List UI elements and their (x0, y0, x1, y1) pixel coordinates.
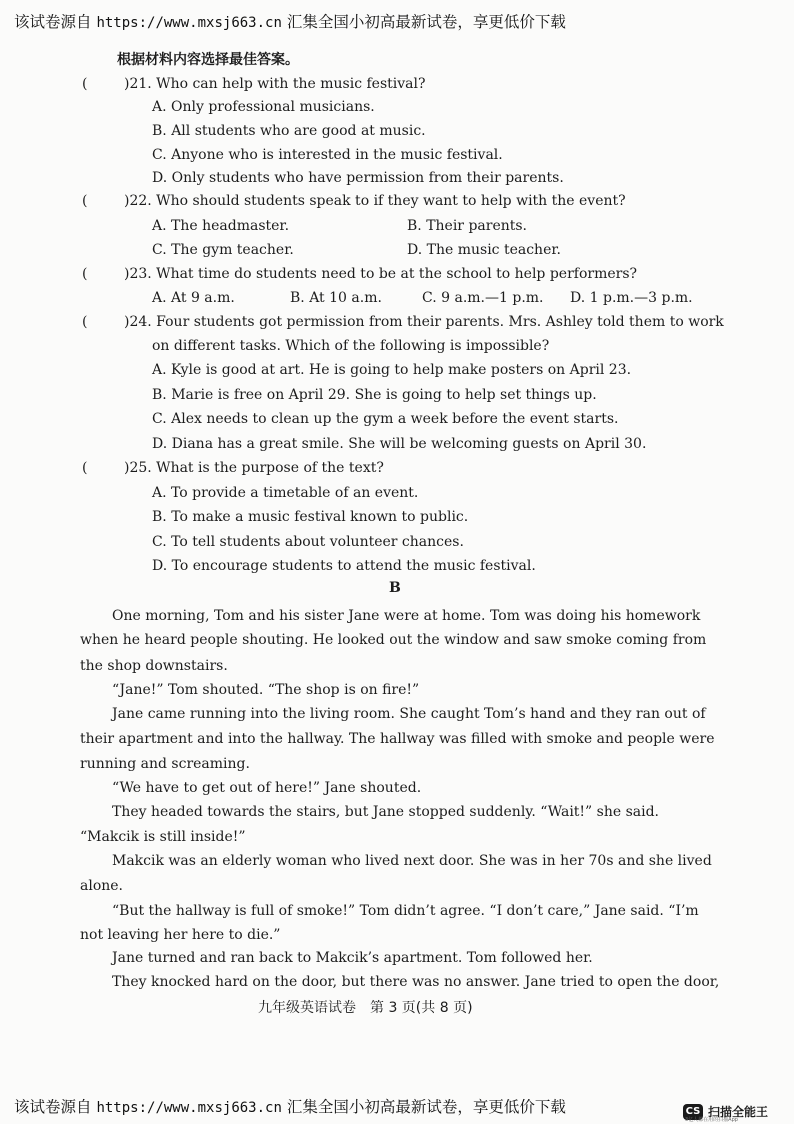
passage-line: “Jane!” Tom shouted. “The shop is on fire!” (112, 682, 420, 698)
scanner-tagline: 3亿人都在用的扫描App (685, 1117, 738, 1123)
section-heading: 根据材料内容选择最佳答案。 (117, 52, 299, 68)
option-d: D. The music teacher. (407, 242, 561, 258)
answer-paren: ( (82, 460, 88, 476)
source-banner-top (14, 10, 566, 32)
passage-line: running and screaming. (80, 756, 250, 772)
option-a: A. Kyle is good at art. He is going to help make posters on April 23. (152, 362, 632, 378)
passage-line: They knocked hard on the door, but there was no answer. Jane tried to open the door, (112, 974, 720, 990)
source-prefix: 该试卷源自 (14, 13, 92, 31)
option-c: C. Alex needs to clean up the gym a week before the event starts. (152, 411, 619, 427)
passage-line: Jane turned and ran back to Makcik’s apartment. Tom followed her. (112, 950, 593, 966)
question-stem: )23. What time do students need to be at the school to help performers? (124, 266, 638, 282)
option-c: C. The gym teacher. (152, 242, 294, 258)
passage-line: not leaving her here to die.” (80, 927, 281, 943)
passage-line: the shop downstairs. (80, 658, 228, 674)
question-stem-continued: on different tasks. Which of the following is impossible? (152, 338, 550, 354)
option-a: A. Only professional musicians. (152, 99, 375, 115)
option-b: B. Their parents. (407, 218, 528, 234)
source-url[interactable]: https://www.mxsj663.cn (96, 1100, 282, 1116)
option-c: C. 9 a.m.—1 p.m. (422, 290, 544, 306)
passage-line: their apartment and into the hallway. The hallway was filled with smoke and people were (80, 731, 715, 747)
scanner-name: 扫描全能王 (708, 1105, 769, 1119)
scanner-logo-icon: CS (683, 1104, 703, 1120)
option-a: A. At 9 a.m. (152, 290, 235, 306)
source-suffix: 汇集全国小初高最新试卷，享更低价下载 (286, 1098, 566, 1116)
passage-line: when he heard people shouting. He looked out the window and saw smoke coming from (80, 632, 707, 648)
passage-line: Makcik was an elderly woman who lived next door. She was in her 70s and she lived (112, 853, 712, 869)
passage-line: “We have to get out of here!” Jane shouted. (112, 780, 422, 796)
passage-line: “But the hallway is full of smoke!” Tom didn’t agree. “I don’t care,” Jane said. “I’m (112, 903, 699, 919)
passage-line: They headed towards the stairs, but Jane stopped suddenly. “Wait!” she said. (112, 804, 660, 820)
question-stem: )24. Four students got permission from their parents. Mrs. Ashley told them to work (124, 314, 724, 330)
option-d: D. To encourage students to attend the music festival. (152, 558, 536, 574)
option-d: D. Only students who have permission from their parents. (152, 170, 564, 186)
option-a: A. To provide a timetable of an event. (152, 485, 419, 501)
option-b: B. All students who are good at music. (152, 123, 426, 139)
source-suffix: 汇集全国小初高最新试卷，享更低价下载 (286, 13, 566, 31)
option-d: D. Diana has a great smile. She will be welcoming guests on April 30. (152, 436, 647, 452)
passage-line: Jane came running into the living room. She caught Tom’s hand and they ran out of (112, 706, 706, 722)
source-banner-bottom (14, 1095, 566, 1117)
question-stem: )25. What is the purpose of the text? (124, 460, 384, 476)
answer-paren: ( (82, 193, 88, 209)
answer-paren: ( (82, 266, 88, 282)
passage-line: One morning, Tom and his sister Jane were at home. Tom was doing his homework (112, 608, 701, 624)
question-stem: )22. Who should students speak to if they want to help with the event? (124, 193, 626, 209)
passage-line: alone. (80, 878, 124, 894)
option-c: C. To tell students about volunteer chances. (152, 534, 464, 550)
option-b: B. At 10 a.m. (290, 290, 382, 306)
option-c: C. Anyone who is interested in the music festival. (152, 147, 503, 163)
option-b: B. To make a music festival known to public. (152, 509, 469, 525)
source-url[interactable]: https://www.mxsj663.cn (96, 15, 282, 31)
passage-title: B (389, 580, 401, 596)
option-d: D. 1 p.m.—3 p.m. (570, 290, 693, 306)
page-footer: 九年级英语试卷 第 3 页(共 8 页) (258, 1000, 473, 1016)
question-stem: )21. Who can help with the music festival? (124, 76, 426, 92)
option-b: B. Marie is free on April 29. She is going to help set things up. (152, 387, 597, 403)
source-prefix: 该试卷源自 (14, 1098, 92, 1116)
answer-paren: ( (82, 76, 88, 92)
passage-line: “Makcik is still inside!” (80, 829, 246, 845)
answer-paren: ( (82, 314, 88, 330)
option-a: A. The headmaster. (152, 218, 290, 234)
